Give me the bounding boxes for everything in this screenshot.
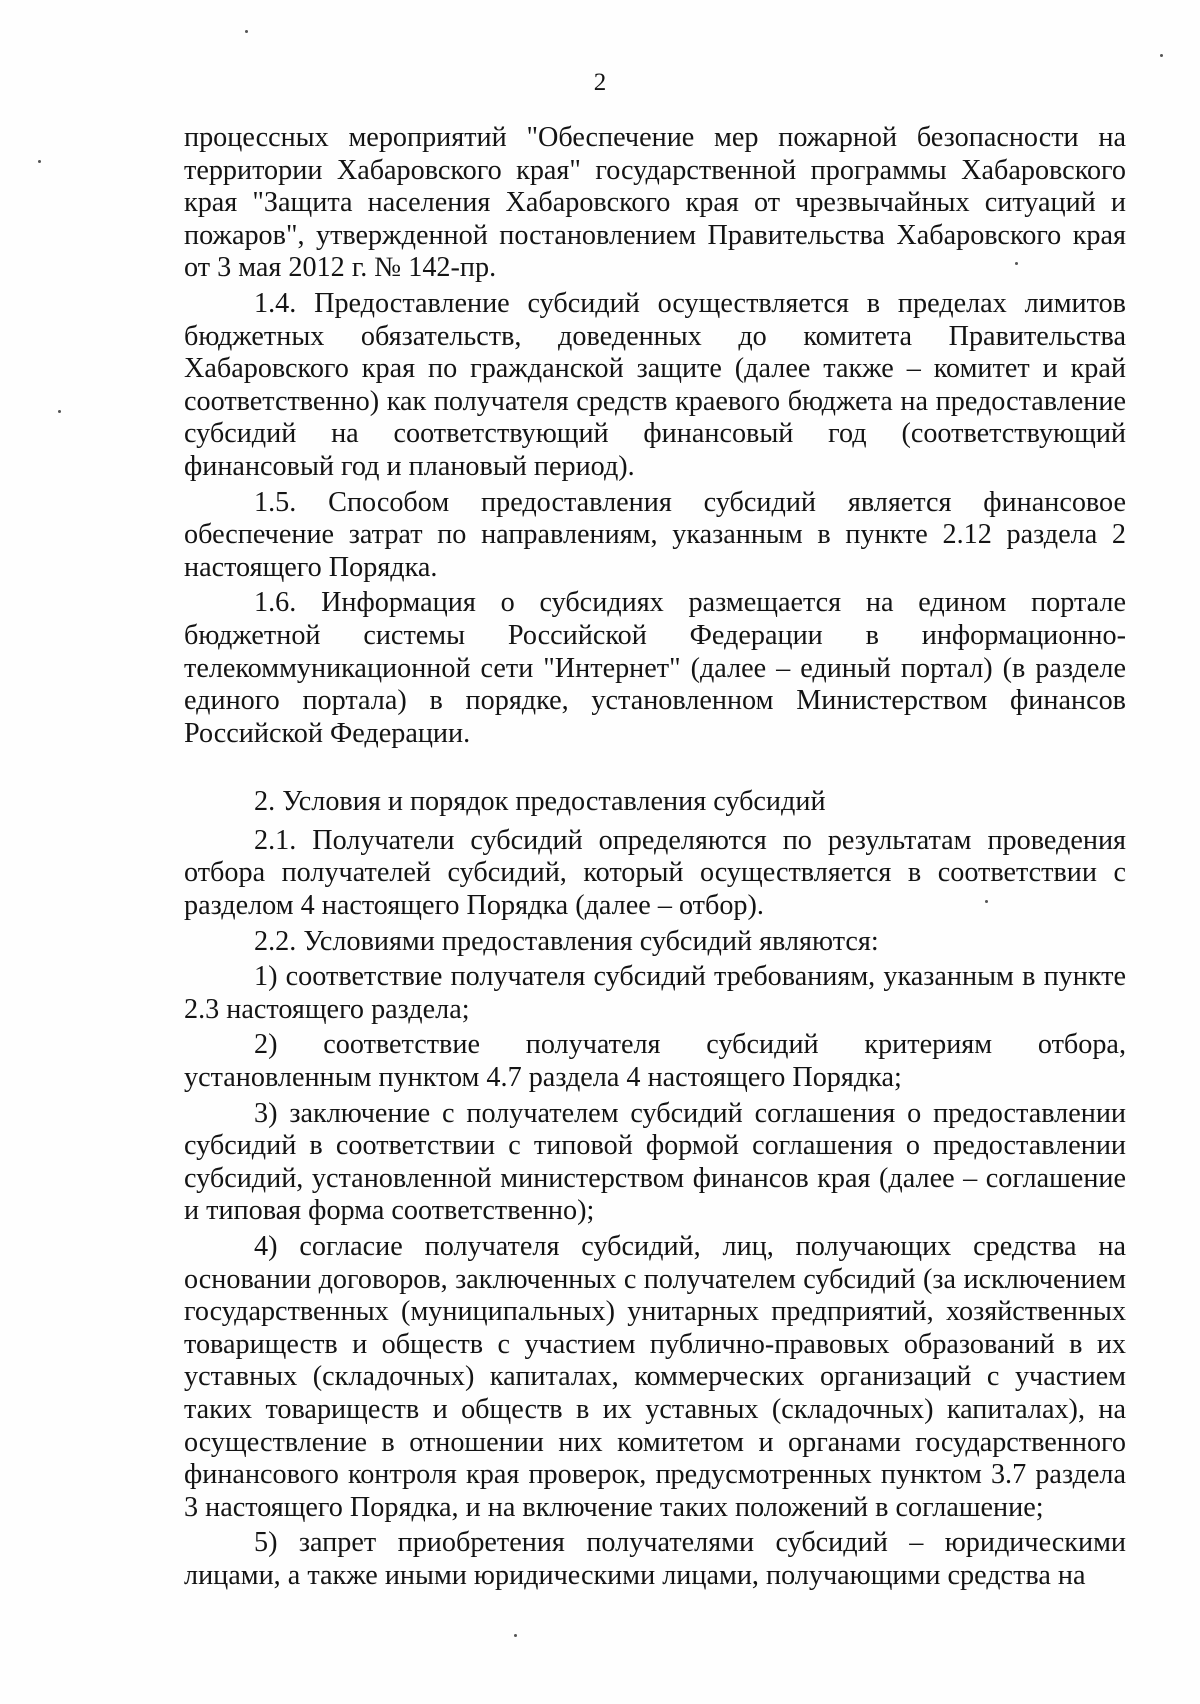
paragraph-continuation: процессных мероприятий "Обеспечение мер пожарной безопасности на территории Хабаровского края" государственной программы Хабаровского края "Защита населения Хабаровского края от чрезвычайных ситуаций и пожаров", утвержденной постановлением Правительства Хабаровского края от 3 мая 2012 г. № 142-пр.: [184, 122, 1126, 284]
paragraph-1-4: 1.4. Предоставление субсидий осуществляется в пределах лимитов бюджетных обязательств, доведенных до комитета Правительства Хабаровского края по гражданской защите (далее также – комитет и край соответственно) как получателя средств краевого бюджета на предоставление субсидий на соответствующий финансовый год (соответствующий финансовый год и плановый период).: [184, 287, 1126, 482]
list-item-1: 1) соответствие получателя субсидий требованиям, указанным в пункте 2.3 настоящего раздела;: [184, 961, 1126, 1025]
scan-speck: [58, 410, 61, 413]
section-heading: 2. Условия и порядок предоставления субсидий: [254, 786, 826, 818]
scan-speck: [1160, 54, 1163, 57]
scan-speck: [245, 30, 248, 33]
paragraph-2-1: 2.1. Получатели субсидий определяются по результатам проведения отбора получателей субсидий, который осуществляется в соответствии с разделом 4 настоящего Порядка (далее – отбор).: [184, 824, 1126, 922]
paragraph-2-2: 2.2. Условиями предоставления субсидий являются:: [254, 925, 879, 957]
list-item-4: 4) согласие получателя субсидий, лиц, получающих средства на основании договоров, заключенных с получателем субсидий (за исключением государственных (муниципальных) унитарных предприятий, хозяйственных товариществ и обществ с участием публично-правовых образований в их уставных (складочных) капиталах, коммерческих организаций с участием таких товариществ и обществ в их уставных (складочных) капиталах), на осуществление в отношении них комитетом и органами государственного финансового контроля края проверок, предусмотренных пунктом 3.7 раздела 3 настоящего Порядка, и на включение таких положений в соглашение;: [184, 1231, 1126, 1523]
list-item-3: 3) заключение с получателем субсидий соглашения о предоставлении субсидий в соответствии с типовой формой соглашения о предоставлении субсидий, установленной министерством финансов края (далее – соглашение и типовая форма соответственно);: [184, 1097, 1126, 1227]
paragraph-1-6: 1.6. Информация о субсидиях размещается на едином портале бюджетной системы Российской Федерации в информационно-телекоммуникационной сети "Интернет" (далее – единый портал) (в разделе единого портала) в порядке, установленном Министерством финансов Российской Федерации.: [184, 587, 1126, 749]
paragraph-1-5: 1.5. Способом предоставления субсидий является финансовое обеспечение затрат по направлениям, указанным в пункте 2.12 раздела 2 настоящего Порядка.: [184, 486, 1126, 583]
scan-speck: [985, 900, 988, 903]
list-item-5: 5) запрет приобретения получателями субсидий – юридическими лицами, а также иными юридическими лицами, получающими средства на: [184, 1527, 1126, 1591]
list-item-2: 2) соответствие получателя субсидий критериям отбора, установленным пунктом 4.7 раздела 4 настоящего Порядка;: [184, 1029, 1126, 1094]
page-number: 2: [593, 69, 607, 96]
scan-speck: [38, 160, 41, 163]
scan-speck: [514, 1634, 517, 1637]
document-body: [184, 122, 1126, 1593]
scan-speck: [1015, 262, 1018, 265]
